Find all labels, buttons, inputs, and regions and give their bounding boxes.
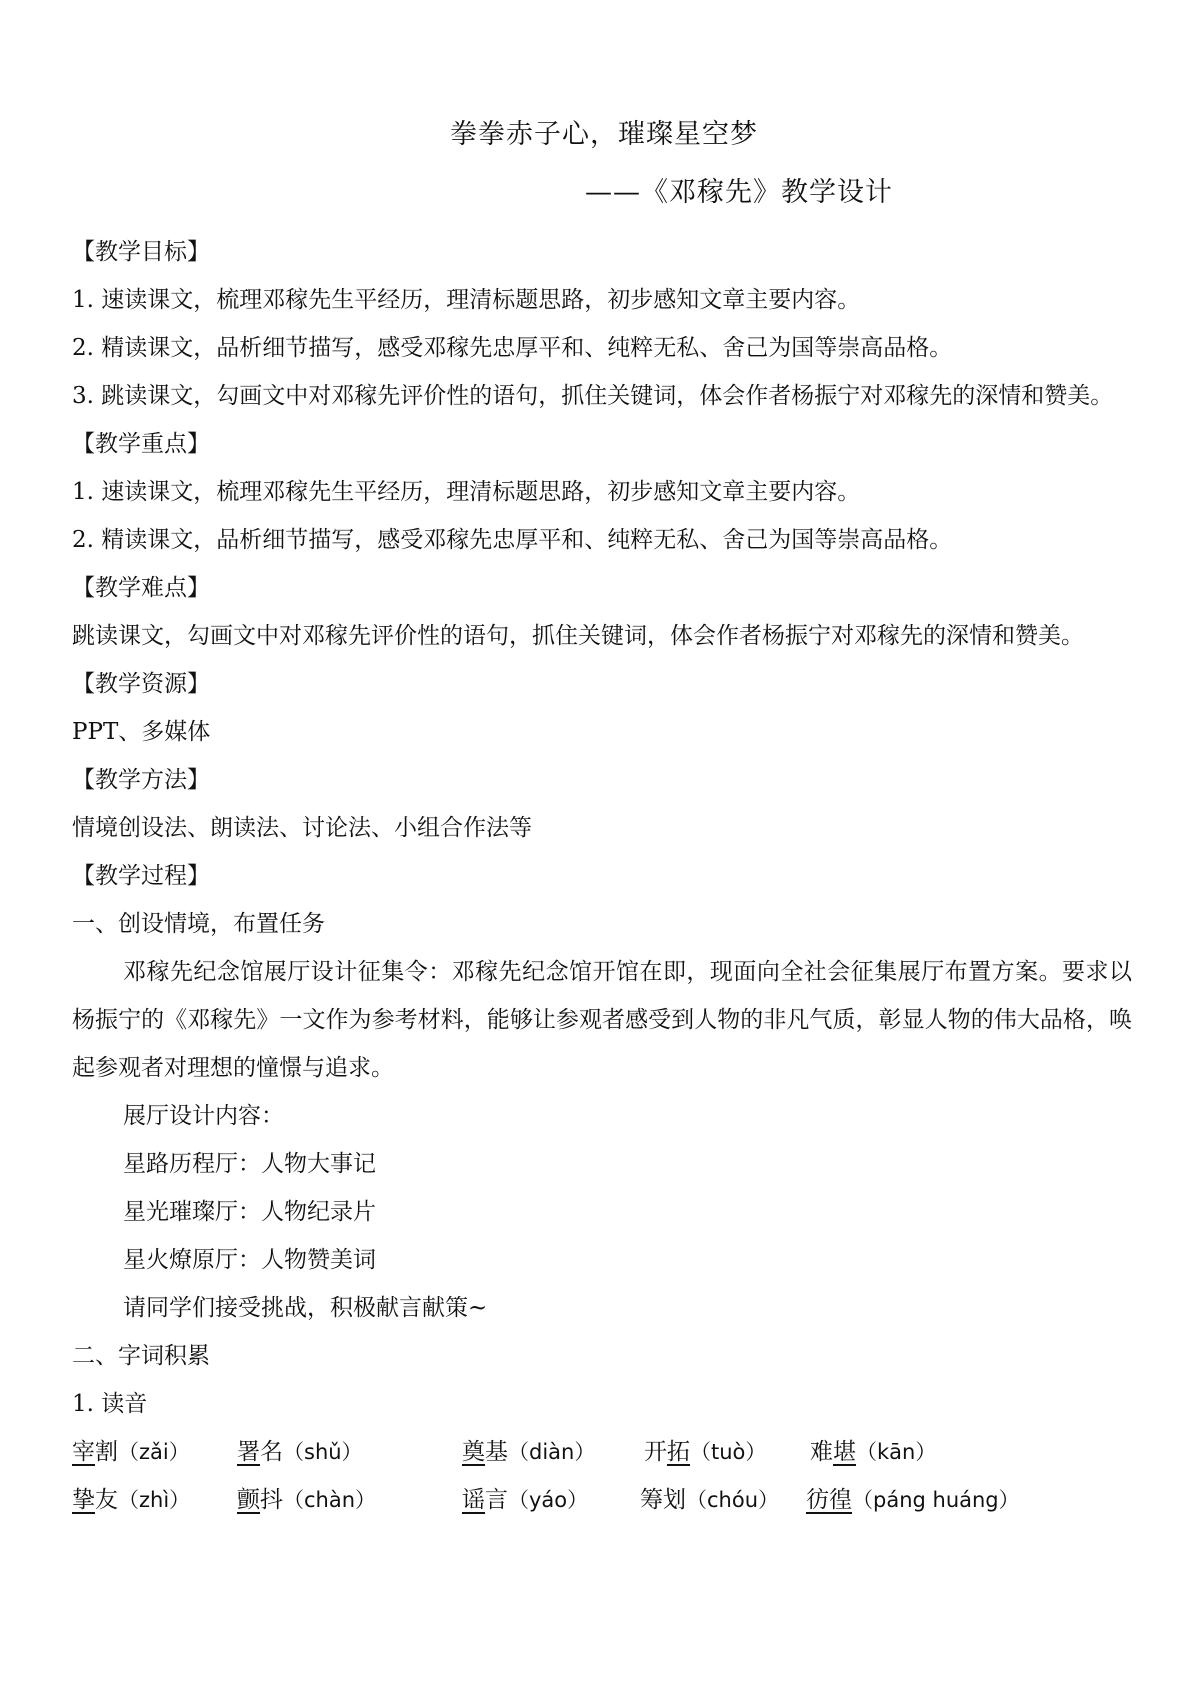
design-content-label: 展厅设计内容： <box>123 1103 284 1129</box>
vocab-item <box>72 1476 190 1524</box>
document-subtitle: ——《邓稼先》教学设计 <box>585 177 893 208</box>
process-part1-heading: 一、创设情境，布置任务 <box>72 911 325 937</box>
section-heading-goals: 【教学目标】 <box>72 239 210 265</box>
vocab-pinyin: （kān） <box>856 1440 937 1464</box>
goal-item: 3. 跳读课文，勾画文中对邓稼先评价性的语句，抓住关键词，体会作者杨振宁对邓稼先的深情和赞美。 <box>72 383 1114 409</box>
vocab-pinyin: （shǔ） <box>283 1440 363 1464</box>
methods-text: 情境创设法、朗读法、讨论法、小组合作法等 <box>72 815 532 841</box>
goal-item: 2. 精读课文，品析细节描写，感受邓稼先忠厚平和、纯粹无私、舍己为国等崇高品格。 <box>72 335 953 361</box>
vocab-pinyin: （tuò） <box>690 1440 767 1464</box>
section-heading-key-points: 【教学重点】 <box>72 431 210 457</box>
vocab-underlined-char: 拓 <box>667 1439 690 1465</box>
key-point-item: 2. 精读课文，品析细节描写，感受邓稼先忠厚平和、纯粹无私、舍己为国等崇高品格。 <box>72 527 953 553</box>
call-to-action: 请同学们接受挑战，积极献言献策~ <box>123 1295 488 1321</box>
vocab-item <box>640 1476 779 1524</box>
vocab-pinyin: （zǎi） <box>118 1440 190 1464</box>
vocab-underlined-char: 谣 <box>462 1487 485 1513</box>
vocab-char: 友 <box>95 1487 118 1513</box>
vocab-pinyin: （chóu） <box>686 1488 780 1512</box>
vocab-char: 划 <box>663 1487 686 1513</box>
document-body <box>72 228 1132 1524</box>
vocab-item <box>237 1476 376 1524</box>
section-heading-difficulty: 【教学难点】 <box>72 575 210 601</box>
vocab-underlined-char: 奠 <box>462 1439 485 1465</box>
vocab-item <box>237 1428 363 1476</box>
document-title: 拳拳赤子心，璀璨星空梦 <box>450 119 758 150</box>
hall-item: 星路历程厅：人物大事记 <box>123 1151 376 1177</box>
vocab-underlined-char: 彷徨 <box>806 1487 852 1513</box>
vocab-underlined-char: 宰 <box>72 1439 95 1465</box>
vocab-item <box>462 1476 588 1524</box>
vocab-char: 开 <box>644 1439 667 1465</box>
vocab-underlined-char: 堪 <box>833 1439 856 1465</box>
vocab-char: 割 <box>95 1439 118 1465</box>
vocab-underlined-char: 挚 <box>72 1487 95 1513</box>
goal-item: 1. 速读课文，梳理邓稼先生平经历，理清标题思路，初步感知文章主要内容。 <box>72 287 861 313</box>
vocab-pinyin: （chàn） <box>283 1488 377 1512</box>
section-heading-process: 【教学过程】 <box>72 863 210 889</box>
vocab-char: 抖 <box>260 1487 283 1513</box>
vocab-char: 筹 <box>640 1487 663 1513</box>
resources-text: PPT、多媒体 <box>72 719 211 745</box>
hall-item: 星火燎原厅：人物赞美词 <box>123 1247 376 1273</box>
section-heading-resources: 【教学资源】 <box>72 671 210 697</box>
difficulty-text: 跳读课文，勾画文中对邓稼先评价性的语句，抓住关键词，体会作者杨振宁对邓稼先的深情和赞美。 <box>72 623 1084 649</box>
section-heading-methods: 【教学方法】 <box>72 767 210 793</box>
vocab-item <box>644 1428 766 1476</box>
vocab-char: 言 <box>485 1487 508 1513</box>
vocab-row <box>72 1428 1132 1476</box>
vocab-char: 基 <box>485 1439 508 1465</box>
vocab-item <box>462 1428 595 1476</box>
process-part2-heading: 二、字词积累 <box>72 1343 210 1369</box>
vocab-char: 名 <box>260 1439 283 1465</box>
key-point-item: 1. 速读课文，梳理邓稼先生平经历，理清标题思路，初步感知文章主要内容。 <box>72 479 861 505</box>
vocab-item <box>810 1428 936 1476</box>
vocab-pinyin: （páng huáng） <box>852 1488 1020 1512</box>
vocab-underlined-char: 署 <box>237 1439 260 1465</box>
pronunciation-subheading: 1. 读音 <box>72 1391 148 1417</box>
vocab-pinyin: （yáo） <box>508 1488 589 1512</box>
vocab-underlined-char: 颤 <box>237 1487 260 1513</box>
vocab-item <box>806 1476 1020 1524</box>
vocab-pinyin: （diàn） <box>508 1440 596 1464</box>
hall-item: 星光璀璨厅：人物纪录片 <box>123 1199 376 1225</box>
vocab-pinyin: （zhì） <box>118 1488 191 1512</box>
vocab-table <box>72 1428 1132 1524</box>
vocab-row <box>72 1476 1132 1524</box>
process-intro-paragraph: 邓稼先纪念馆展厅设计征集令：邓稼先纪念馆开馆在即，现面向全社会征集展厅布置方案。要求以杨振宁的《邓稼先》一文作为参考材料，能够让参观者感受到人物的非凡气质，彰显人物的伟大品格，唤起参观者对理想的憧憬与追求。 <box>72 959 1132 1081</box>
vocab-char: 难 <box>810 1439 833 1465</box>
vocab-item <box>72 1428 190 1476</box>
